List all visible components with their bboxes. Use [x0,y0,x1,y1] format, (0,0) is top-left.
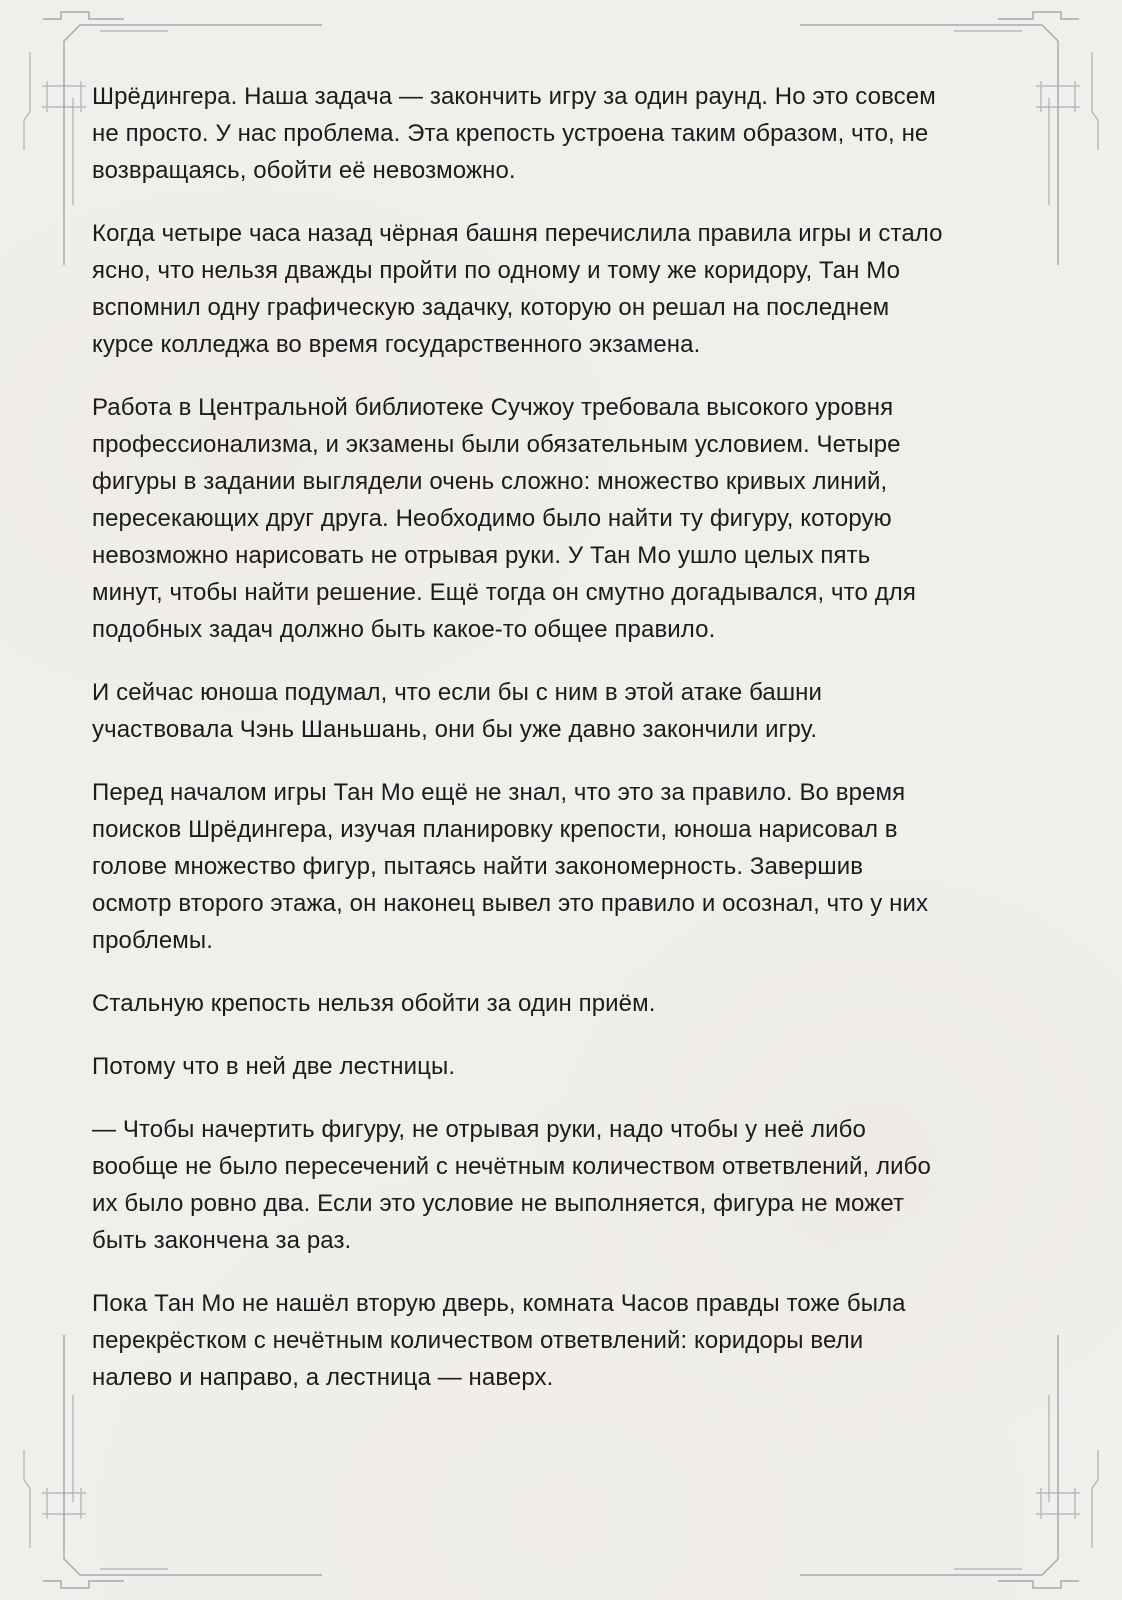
text-line: быть закончена за раз. [92,1227,352,1254]
paragraph [92,985,1042,1022]
text-line: Перед началом игры Тан Мо ещё не знал, что это за правило. Во время [92,779,906,806]
text-line: ясно, что нельзя дважды пройти по одному и тому же коридору, Тан Мо [92,257,901,284]
text-line: подобных задач должно быть какое-то общее правило. [92,616,716,643]
text-line: курсе колледжа во время государственного экзамена. [92,331,701,358]
text-line: голове множество фигур, пытаясь найти закономерность. Завершив [92,853,864,880]
paragraph [92,1285,1042,1396]
text-line: осмотр второго этажа, он наконец вывел это правило и осознал, что у них [92,890,929,917]
text-line: Когда четыре часа назад чёрная башня перечислила правила игры и стало [92,220,943,247]
paragraph [92,215,1042,363]
book-text [92,78,1042,1396]
text-line: профессионализма, и экзамены были обязательным условием. Четыре [92,431,901,458]
text-line: Шрёдингера. Наша задача — закончить игру за один раунд. Но это совсем [92,83,936,110]
text-line: И сейчас юноша подумал, что если бы с ним в этой атаке башни [92,679,823,706]
text-line: вообще не было пересечений с нечётным количеством ответвлений, либо [92,1153,931,1180]
paragraph [92,774,1042,959]
paragraph [92,1048,1042,1085]
text-line: Пока Тан Мо не нашёл вторую дверь, комната Часов правды тоже была [92,1290,906,1317]
paragraph [92,1111,1042,1259]
text-line: Потому что в ней две лестницы. [92,1053,456,1080]
text-line: — Чтобы начертить фигуру, не отрывая руки, надо чтобы у неё либо [92,1116,866,1143]
text-line: невозможно нарисовать не отрывая руки. У Тан Мо ушло целых пять [92,542,871,569]
paragraph [92,674,1042,748]
paragraph [92,78,1042,189]
text-line: их было ровно два. Если это условие не выполняется, фигура не может [92,1190,905,1217]
text-line: перекрёстком с нечётным количеством ответвлений: коридоры вели [92,1327,864,1354]
text-line: проблемы. [92,927,214,954]
text-line: возвращаясь, обойти её невозможно. [92,157,516,184]
text-line: минут, чтобы найти решение. Ещё тогда он смутно догадывался, что для [92,579,917,606]
text-line: Работа в Центральной библиотеке Сучжоу требовала высокого уровня [92,394,894,421]
text-line: налево и направо, а лестница — наверх. [92,1364,554,1391]
text-line: участвовала Чэнь Шаньшань, они бы уже давно закончили игру. [92,716,818,743]
text-line: пересекающих друг друга. Необходимо было найти ту фигуру, которую [92,505,892,532]
text-line: поисков Шрёдингера, изучая планировку крепости, юноша нарисовал в [92,816,898,843]
text-line: Стальную крепость нельзя обойти за один приём. [92,990,656,1017]
paragraph [92,389,1042,648]
text-line: вспомнил одну графическую задачку, которую он решал на последнем [92,294,890,321]
text-line: не просто. У нас проблема. Эта крепость устроена таким образом, что, не [92,120,929,147]
text-line: фигуры в задании выглядели очень сложно: множество кривых линий, [92,468,888,495]
